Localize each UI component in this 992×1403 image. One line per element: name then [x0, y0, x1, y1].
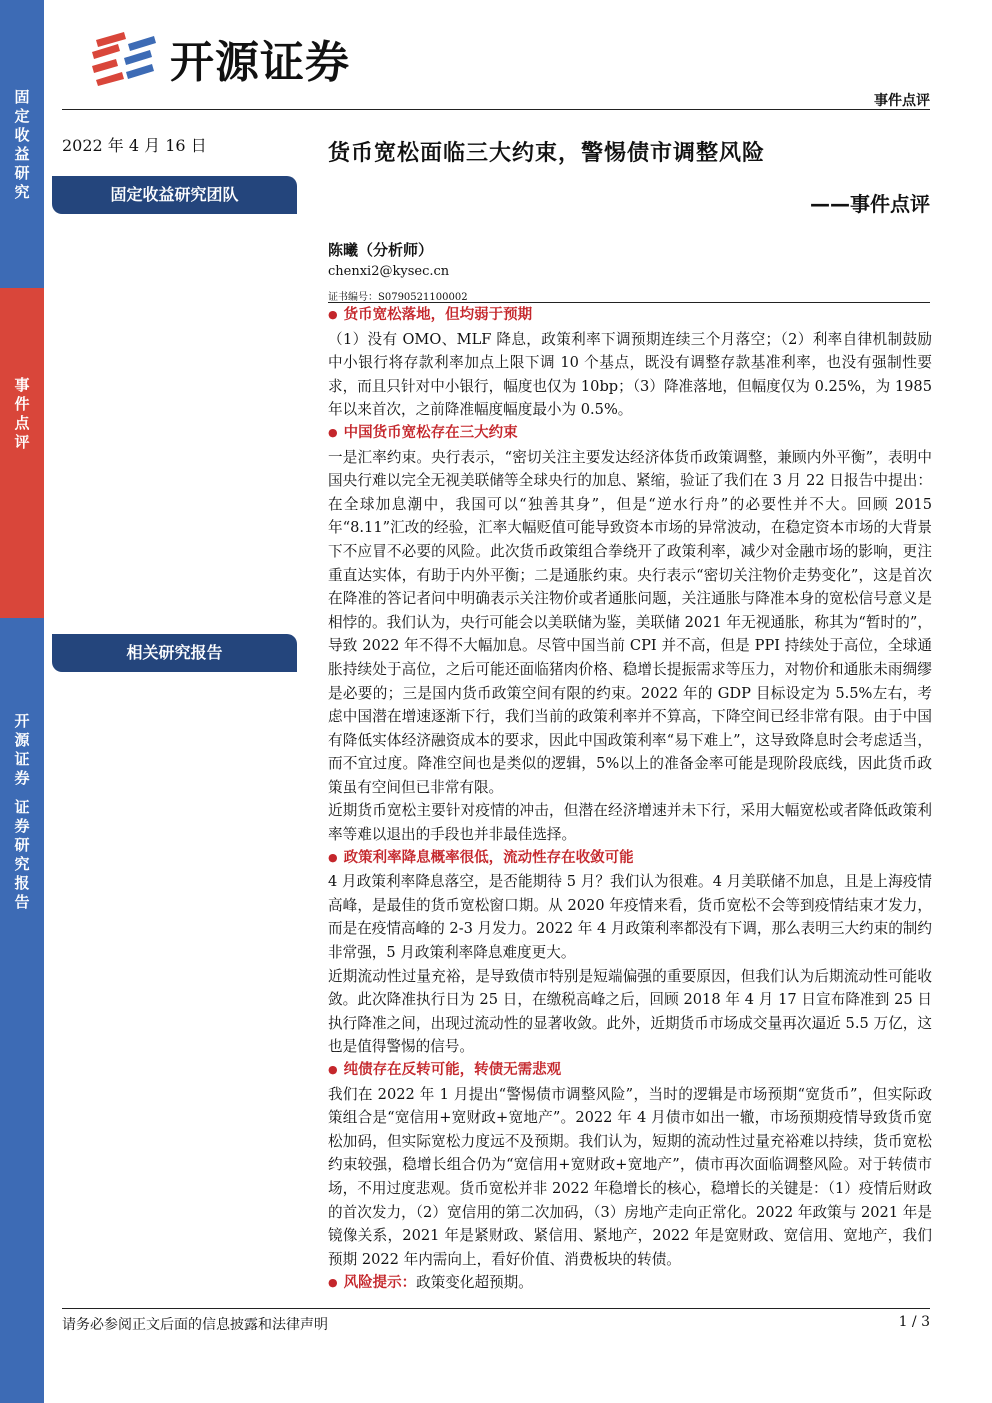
sidebar-char: 评 — [14, 433, 30, 451]
section-paragraph: 一是汇率约束。央行表示，“密切关注主要发达经济体货币政策调整，兼顾内外平衡”，表明中国央行难以完全无视美联储等全球央行的加息、紧缩，验证了我们在 3 月 22 日报告中提出：在全球加息潮中，我国可以“独善其身”，但是“逆水行舟”的必要性并不大。回顾 2015 年“8.11”汇改的经验，汇率大幅贬值可能导致资本市场的异常波动，在稳定资本市场的大背景下不应冒不必要的风险。此次货币政策组合拳绕开了政策利率，减少对金融市场的影响，更注重直达实体，有助于内外平衡；二是通胀约束。央行表示“密切关注物价走势变化”，这是首次在降准的答记者问中明确表示关注物价或者通胀问题，关注通胀与降准本身的宽松信号意义是相悖的。我们认为，央行可能会以美联储为鉴，美联储 2021 年无视通胀，称其为“暂时的”，导致 2022 年不得不大幅加息。尽管中国当前 CPI 并不高，但是 PPI 持续处于高位，全球通胀持续处于高位，之后可能还面临猪肉价格、稳增长提振需求等压力，对物价和通胀未雨绸缪是必要的；三是国内货币政策空间有限的约束。2022 年的 GDP 目标设定为 5.5%左右，考虑中国潜在增速逐渐下行，我们当前的政策利率并不算高，下降空间已经非常有限。由于中国有降低实体经济融资成本的要求，因此中国政策利率“易下难上”，这导致降息时会考虑适当，而不宜过度。降准空间也是类似的逻辑，5%以上的准备金率可能是现阶段底线，因此货币政策虽有空间但已非常有限。 — [328, 448, 933, 796]
page-number: 1 / 3 — [898, 1314, 930, 1330]
sidebar-char: 证 — [14, 798, 30, 816]
company-logo — [88, 28, 350, 88]
sidebar-char: 益 — [14, 145, 30, 163]
section-paragraph: （1）没有 OMO、MLF 降息，政策利率下调预期连续三个月落空；（2）利率自律机制鼓励中小银行将存款利率加点上限下调 10 个基点，既没有调整存款基准利率，也没有强制性要求，而且只针对中小银行，幅度也仅为 10bp；（3）降准落地，但幅度仅为 0.25%，为 1985 年以来首次，之前降准幅度幅度最小为 0.5%。 — [328, 330, 932, 419]
section-heading: ● 货币宽松落地，但均弱于预期 — [328, 304, 932, 328]
section-paragraph: 近期流动性过量充裕，是导致债市特别是短端偏强的重要原因，但我们认为后期流动性可能收敛。此次降准执行日为 25 日，在缴税高峰之后，回顾 2018 年 4 月 17 日宣布降准到 25 日执行降准之间，出现过流动性的显著收敛。此外，近期货币市场成交量再次逼近 5.5 万亿，这也是值得警惕的信号。 — [328, 967, 932, 1056]
sidebar-char: 源 — [14, 731, 30, 749]
sidebar-char: 开 — [14, 712, 30, 730]
section-heading: ● 中国货币宽松存在三大约束 — [328, 422, 932, 446]
sidebar-char: 券 — [14, 769, 30, 787]
analyst-name: 陈曦（分析师） — [328, 241, 434, 259]
sidebar-char: 证 — [14, 750, 30, 768]
sidebar-label-securities-report — [0, 712, 44, 912]
section-heading: ● 政策利率降息概率很低，流动性存在收敛可能 — [328, 847, 932, 871]
left-sidebar — [0, 0, 44, 1403]
sidebar-char: 研 — [14, 836, 30, 854]
analyst-email[interactable]: chenxi2@kysec.cn — [328, 264, 450, 279]
sidebar-char: 告 — [14, 893, 30, 911]
sidebar-char — [0, 788, 44, 798]
sidebar-char: 券 — [14, 817, 30, 835]
sidebar-char: 事 — [14, 376, 30, 394]
sidebar-red-segment — [0, 288, 44, 618]
risk-label: ● 风险提示： — [328, 1275, 416, 1291]
sidebar-char: 件 — [14, 395, 30, 413]
report-date: 2022 年 4 月 16 日 — [62, 136, 207, 155]
logo-text: 开源证券 — [170, 37, 350, 88]
sidebar-char: 收 — [14, 126, 30, 144]
sidebar-char: 究 — [14, 855, 30, 873]
sidebar-char: 报 — [14, 874, 30, 892]
analyst-license: 证书编号：S0790521100002 — [328, 292, 468, 303]
sidebar-char: 研 — [14, 164, 30, 182]
sidebar-char: 定 — [14, 107, 30, 125]
page-title: 货币宽松面临三大约束，警惕债市调整风险 — [328, 141, 766, 166]
sidebar-char: 究 — [14, 183, 30, 201]
sidebar-char: 点 — [14, 414, 30, 432]
team-badge: 固定收益研究团队 — [52, 176, 297, 214]
section-heading: ● 纯债存在反转可能，转债无需悲观 — [328, 1059, 932, 1083]
section-paragraph: 4 月政策利率降息落空，是否能期待 5 月？我们认为很难。4 月美联储不加息，且是上海疫情高峰，是最佳的货币宽松窗口期。从 2020 年疫情来看，货币宽松不会等到疫情结束才发力，而是在疫情高峰的 2-3 月发力。2022 年 4 月政策利率都没有下调，那么表明三大约束的制约非常强，5 月政策利率降息难度更大。 — [328, 873, 932, 962]
section-paragraph: 近期货币宽松主要针对疫情的冲击，但潜在经济增速并未下行，采用大幅宽松或者降低政策利率等难以退出的手段也并非最佳选择。 — [328, 802, 932, 844]
header-divider — [62, 109, 930, 110]
header-doc-type: 事件点评 — [874, 93, 930, 109]
report-body — [328, 304, 932, 1296]
footer-disclaimer: 请务必参阅正文后面的信息披露和法律声明 — [62, 1317, 328, 1333]
risk-warning — [328, 1271, 932, 1296]
logo-mark-icon — [88, 30, 162, 86]
sidebar-label-event-review — [0, 376, 44, 452]
risk-text: 政策变化超预期。 — [416, 1274, 533, 1292]
related-reports-badge: 相关研究报告 — [52, 634, 297, 672]
section-paragraph: 我们在 2022 年 1 月提出“警惕债市调整风险”，当时的逻辑是市场预期“宽货币”，但实际政策组合是“宽信用+宽财政+宽地产”。2022 年 4 月债市如出一辙，市场预期疫情导致货币宽松加码，但实际宽松力度远不及预期。我们认为，短期的流动性过量充裕难以持续，货币宽松约束较强，稳增长组合仍为“宽信用+宽财政+宽地产”，债市再次面临调整风险。对于转债市场，不用过度悲观。货币宽松并非 2022 年稳增长的核心，稳增长的关键是：（1）疫情后财政的首次发力，（2）宽信用的第二次加码，（3）房地产走向正常化。2022 年政策与 2021 年是镜像关系，2021 年是紧财政、紧信用、紧地产，2022 年是宽财政、宽信用、宽地产，我们预期 2022 年内需向上，看好价值、消费板块的转债。 — [328, 1085, 932, 1268]
sidebar-char: 固 — [14, 88, 30, 106]
footer-divider — [62, 1308, 930, 1309]
page-subtitle: ——事件点评 — [810, 192, 930, 216]
content-divider — [328, 302, 930, 303]
sidebar-label-fixed-income — [0, 88, 44, 202]
